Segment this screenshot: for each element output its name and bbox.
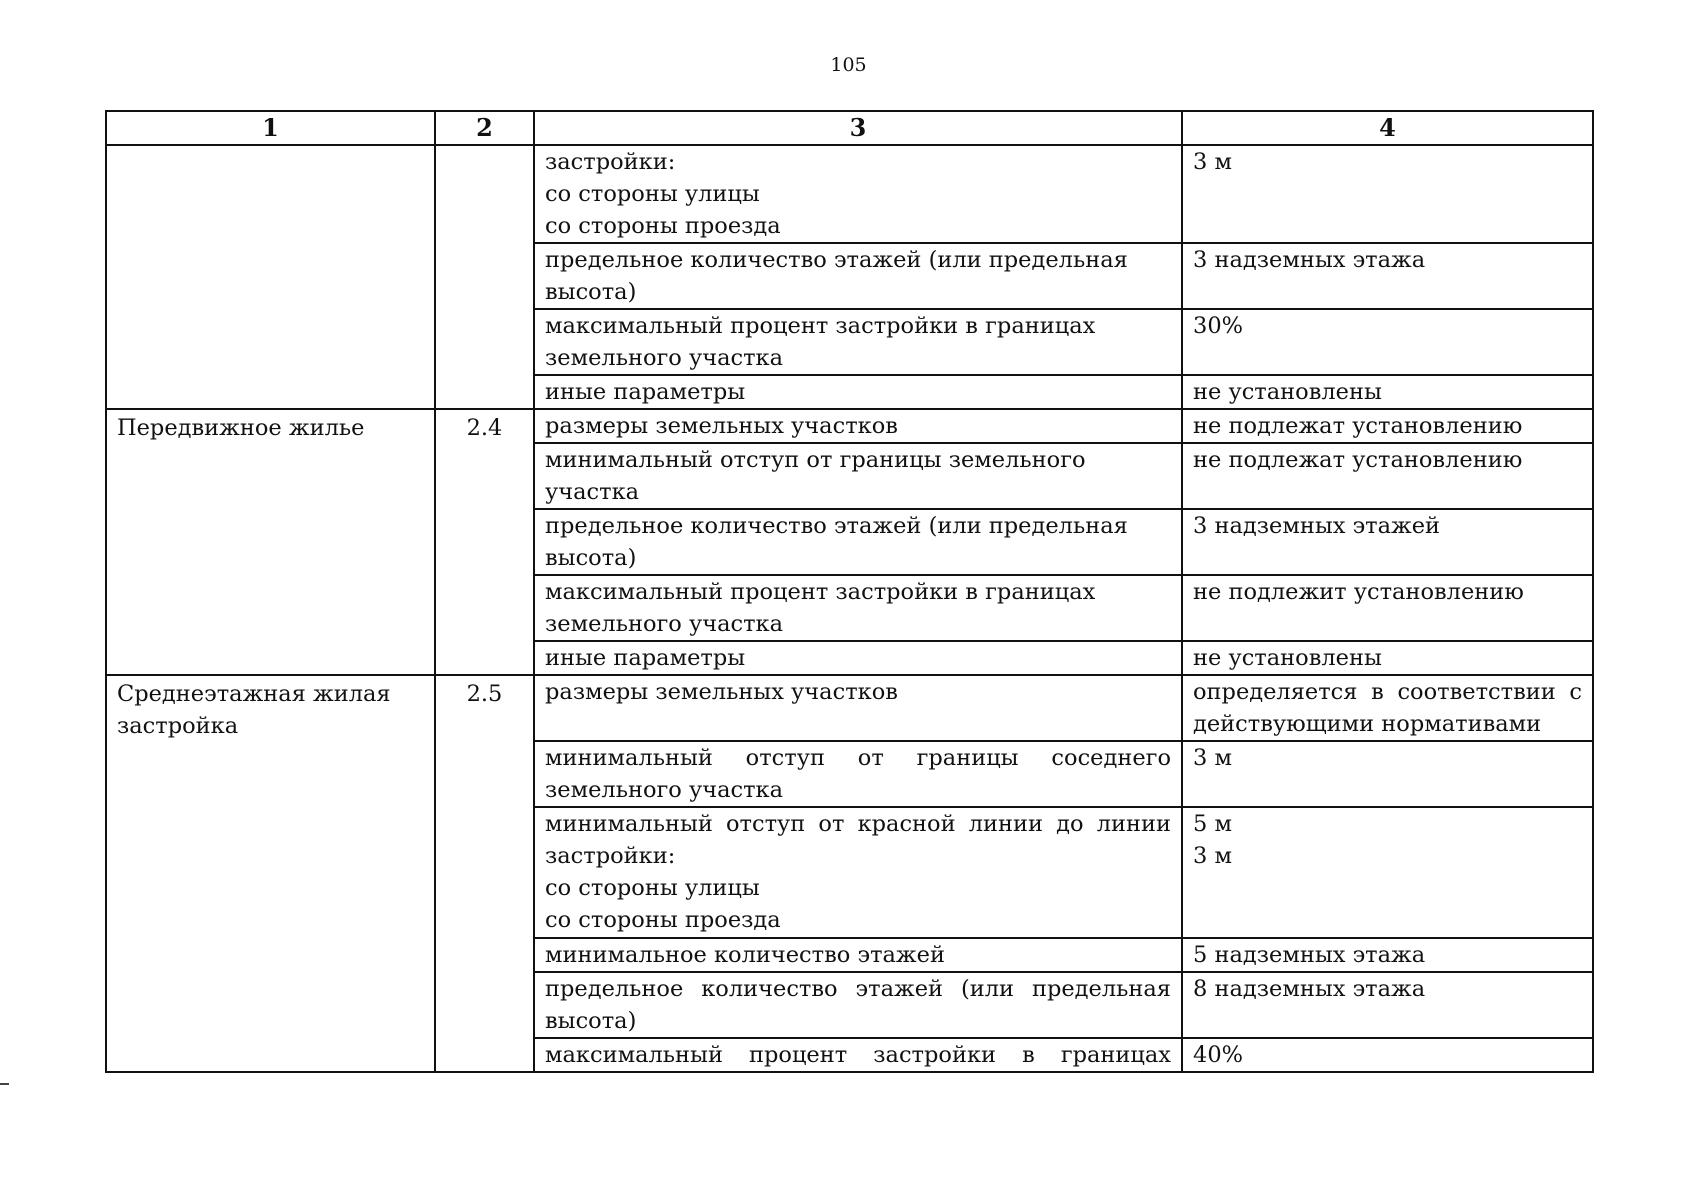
value-cell: 3 надземных этажей <box>1182 509 1593 575</box>
use-name-cell: Среднеэтажная жилая застройка <box>106 675 435 1072</box>
header-col-1: 1 <box>106 111 435 145</box>
zoning-parameters-table <box>105 110 1594 1073</box>
param-cell: размеры земельных участков <box>534 675 1182 741</box>
param-cell: иные параметры <box>534 641 1182 675</box>
scan-edge-mark <box>0 1083 9 1085</box>
value-cell: 30% <box>1182 309 1593 375</box>
param-cell: предельное количество этажей (или предельная высота) <box>534 972 1182 1038</box>
use-name-cell: Передвижное жилье <box>106 409 435 675</box>
value-cell: не подлежат установлению <box>1182 443 1593 509</box>
param-cell: размеры земельных участков <box>534 409 1182 443</box>
value-cell: 3 м <box>1182 741 1593 807</box>
value-cell: не подлежат установлению <box>1182 409 1593 443</box>
header-col-2: 2 <box>435 111 534 145</box>
value-cell: 5 м 3 м <box>1182 807 1593 938</box>
value-cell: не подлежит установлению <box>1182 575 1593 641</box>
use-code-cell: 2.4 <box>435 409 534 675</box>
value-cell: не установлены <box>1182 641 1593 675</box>
header-col-3: 3 <box>534 111 1182 145</box>
param-cell: максимальный процент застройки в границах земельного участка <box>534 575 1182 641</box>
param-cell: предельное количество этажей (или предельная высота) <box>534 509 1182 575</box>
use-code-cell: 2.5 <box>435 675 534 1072</box>
table-row <box>106 145 1593 243</box>
value-cell: 40% <box>1182 1038 1593 1072</box>
param-cell: максимальный процент застройки в границах <box>534 1038 1182 1072</box>
header-col-4: 4 <box>1182 111 1593 145</box>
param-cell: минимальное количество этажей <box>534 938 1182 972</box>
param-cell: минимальный отступ от границы соседнего земельного участка <box>534 741 1182 807</box>
param-cell: иные параметры <box>534 375 1182 409</box>
value-cell: 8 надземных этажа <box>1182 972 1593 1038</box>
table-row <box>106 675 1593 741</box>
header-row <box>106 111 1593 145</box>
value-cell: 5 надземных этажа <box>1182 938 1593 972</box>
value-cell: 3 надземных этажа <box>1182 243 1593 309</box>
param-cell: минимальный отступ от границы земельного участка <box>534 443 1182 509</box>
param-cell: предельное количество этажей (или предельная высота) <box>534 243 1182 309</box>
value-cell: не установлены <box>1182 375 1593 409</box>
param-cell: минимальный отступ от красной линии до линии застройки: со стороны улицы со стороны проезда <box>534 807 1182 938</box>
use-code-cell <box>435 145 534 409</box>
use-name-cell <box>106 145 435 409</box>
value-cell: 3 м <box>1182 145 1593 243</box>
param-cell: застройки: со стороны улицы со стороны проезда <box>534 145 1182 243</box>
table-row <box>106 409 1593 443</box>
page-number: 105 <box>830 54 867 76</box>
value-cell: определяется в соответствии с действующими нормативами <box>1182 675 1593 741</box>
param-cell: максимальный процент застройки в границах земельного участка <box>534 309 1182 375</box>
